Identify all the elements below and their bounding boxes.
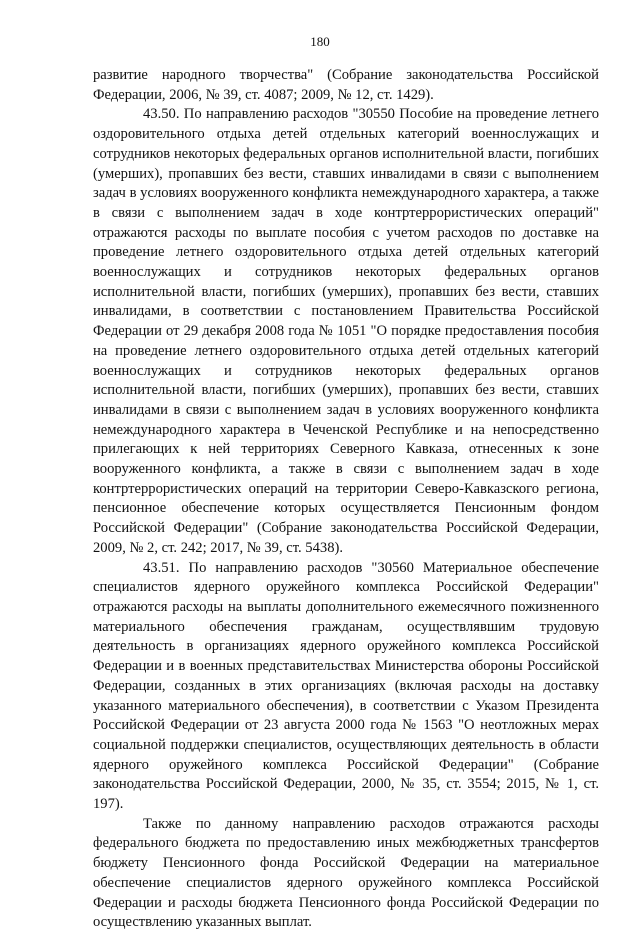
page-number: 180	[310, 34, 330, 49]
document-body	[93, 66, 599, 933]
paragraph-additional-expenses: Также по данному направлению расходов отражаются расходы федерального бюджета по предоставлению иных межбюджетных трансфертов бюджету Пенсионного фонда Российской Федерации на материальное обеспечение специалистов ядерного оружейного комплекса Российской Федерации и расходы бюджета Пенсионного фонда Российской Федерации по осуществлению указанных выплат.	[93, 815, 599, 931]
paragraph-continuation: развитие народного творчества" (Собрание законодательства Российской Федерации, 2006, № 39, ст. 4087; 2009, № 12, ст. 1429).	[93, 67, 599, 103]
paragraph-43-50: 43.50. По направлению расходов "30550 Пособие на проведение летнего оздоровительного отдыха детей отдельных категорий военнослужащих и сотрудников некоторых федеральных органов исполнительной власти, погибших (умерших), пропавших без вести, ставших инвалидами в связи с выполнением задач в условиях вооруженного конфликта немеждународного характера, а также в связи с выполнением задач в ходе контртеррористических операций" отражаются расходы по выплате пособия с учетом расходов по доставке на проведение летнего оздоровительного отдыха детей отдельных категорий военнослужащих и сотрудников некоторых федеральных органов исполнительной власти, погибших (умерших), пропавших без вести, ставших инвалидами, в соответствии с постановлением Правительства Российской Федерации от 29 декабря 2008 года № 1051 "О порядке предоставления пособия на проведение летнего оздоровительного отдыха детей отдельных категорий военнослужащих и сотрудников некоторых федеральных органов исполнительной власти, погибших (умерших), пропавших без вести, ставших инвалидами в связи с выполнением задач в условиях вооруженного конфликта немеждународного характера в Чеченской Республике и на непосредственно прилегающих к ней территориях Северного Кавказа, отнесенных к зоне вооруженного конфликта, а также в связи с выполнением задач в ходе контртеррористических операций на территории Северо-Кавказского региона, пенсионное обеспечение которых осуществляется Пенсионным фондом Российской Федерации" (Собрание законодательства Российской Федерации, 2009, № 2, ст. 242; 2017, № 39, ст. 5438).	[93, 106, 599, 556]
paragraph-43-51: 43.51. По направлению расходов "30560 Материальное обеспечение специалистов ядерного оружейного комплекса Российской Федерации" отражаются расходы на выплаты дополнительного ежемесячного пожизненного материального обеспечения гражданам, осуществлявшим трудовую деятельность в организациях ядерного оружейного комплекса Российской Федерации и в военных представительствах Министерства обороны Российской Федерации, созданных в этих организациях (включая расходы на доставку указанного материального обеспечения), в соответствии с Указом Президента Российской Федерации от 23 августа 2000 года № 1563 "О неотложных мерах социальной поддержки специалистов, осуществляющих деятельность в области ядерного оружейного комплекса Российской Федерации" (Собрание законодательства Российской Федерации, 2000, № 35, ст. 3554; 2015, № 1, ст. 197).	[93, 559, 599, 813]
